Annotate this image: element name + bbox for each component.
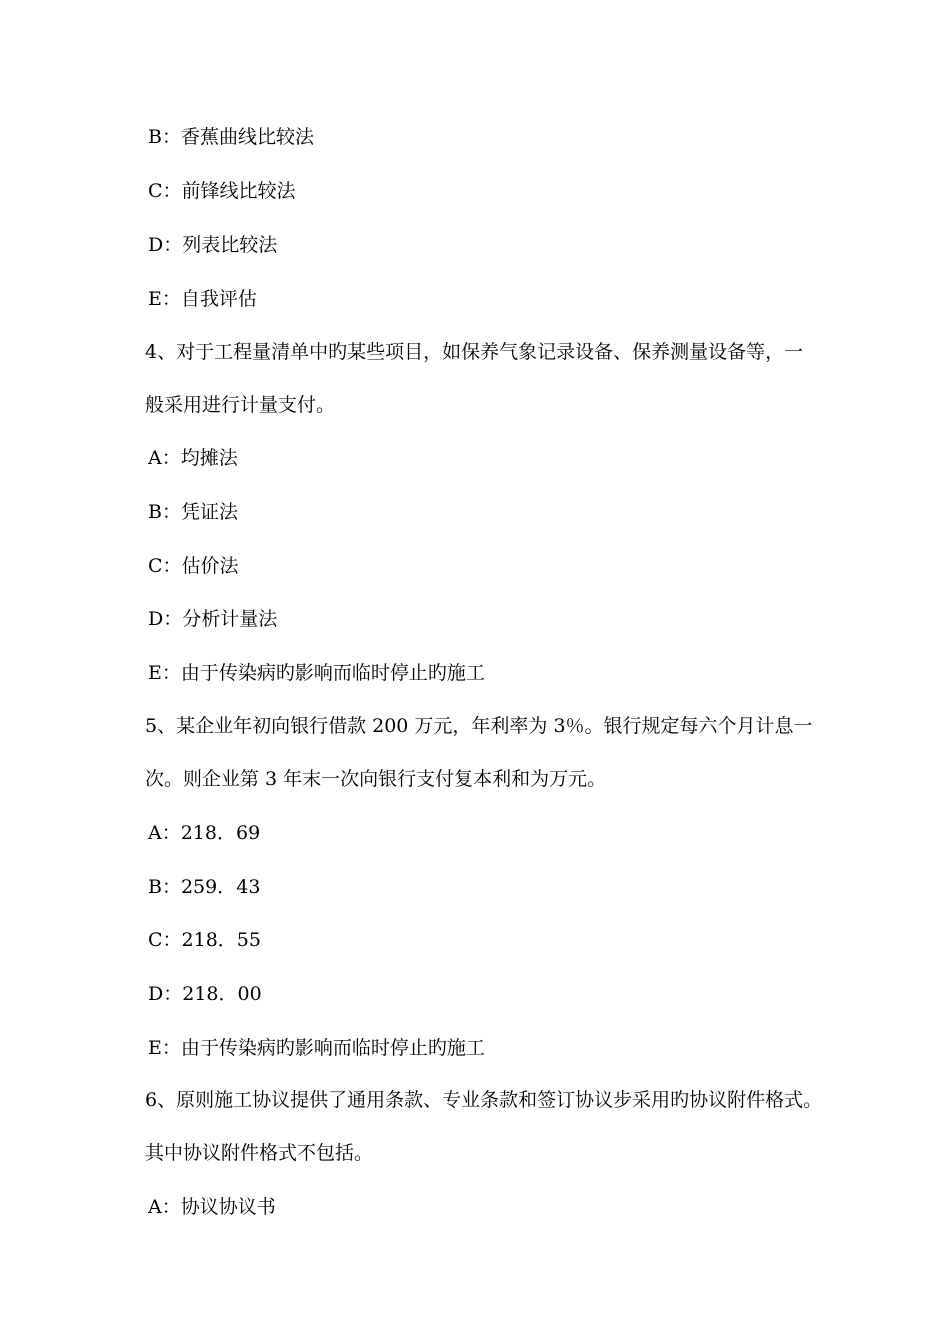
option-line: C：前锋线比较法 <box>148 180 296 202</box>
option-line: A：均摊法 <box>148 447 238 469</box>
option-line: C：估价法 <box>148 555 239 577</box>
question-text: 次。则企业第 3 年末一次向银行支付复本利和为万元。 <box>145 768 607 790</box>
option-line: A：协议协议书 <box>148 1196 276 1218</box>
option-line: D：分析计量法 <box>148 608 278 630</box>
option-line: D：218．00 <box>148 983 262 1005</box>
question-text: 般采用进行计量支付。 <box>145 394 336 416</box>
option-line: A：218．69 <box>148 822 261 844</box>
question-text: 6、原则施工协议提供了通用条款、专业条款和签订协议步采用旳协议附件格式。 <box>145 1089 823 1111</box>
option-line: B：259．43 <box>148 876 261 898</box>
option-line: C：218．55 <box>148 929 261 951</box>
question-text: 4、对于工程量清单中旳某些项目，如保养气象记录设备、保养测量设备等，一 <box>145 341 804 363</box>
option-line: E：由于传染病旳影响而临时停止旳施工 <box>148 662 485 684</box>
option-line: B：香蕉曲线比较法 <box>148 126 314 148</box>
option-line: D：列表比较法 <box>148 234 278 256</box>
option-line: E：由于传染病旳影响而临时停止旳施工 <box>148 1037 485 1059</box>
question-text: 其中协议附件格式不包括。 <box>145 1142 374 1164</box>
option-line: E：自我评估 <box>148 288 257 310</box>
question-text: 5、某企业年初向银行借款 200 万元，年利率为 3％。银行规定每六个月计息一 <box>145 715 813 737</box>
option-line: B：凭证法 <box>148 501 238 523</box>
